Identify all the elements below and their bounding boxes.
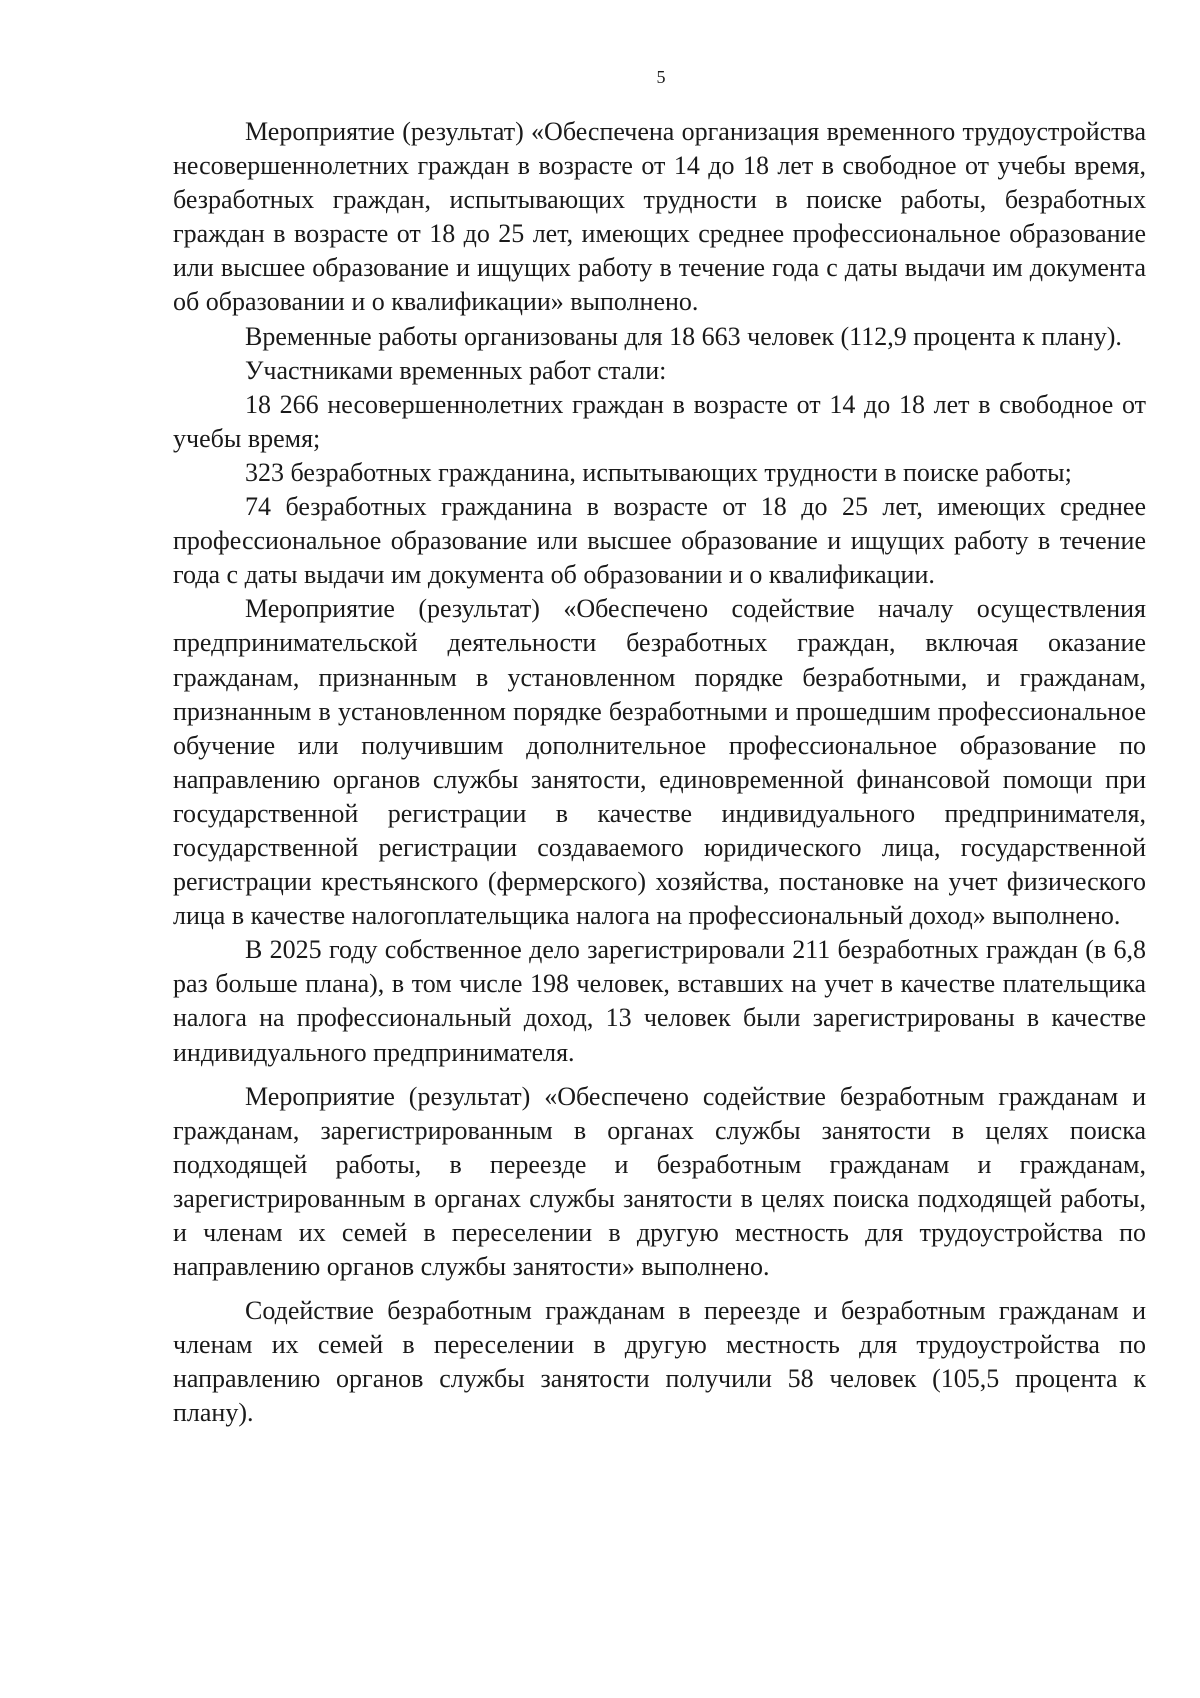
paragraph-temporary-employment-event: Мероприятие (результат) «Обеспечена организация временного трудоустройства несовершеннолетних граждан в возрасте от 14 до 18 лет в свободное от учебы время, безработных граждан, испытывающих трудности в поиске работы, безработных граждан в возрасте от 18 до 25 лет, имеющих среднее профессиональное образование или высшее образование и ищущих работу в течение года с даты выдачи им документа об образовании и о квалификации» выполнено. xyxy=(173,117,1146,317)
paragraph-temporary-works-total: Временные работы организованы для 18 663 человек (112,9 процента к плану). xyxy=(245,321,1122,351)
paragraph-unemployed-difficulties: 323 безработных гражданина, испытывающих трудности в поиске работы; xyxy=(245,457,1072,487)
page-number: 5 xyxy=(656,67,666,87)
paragraph-relocation-event: Мероприятие (результат) «Обеспечено содействие безработным гражданам и гражданам, зарегистрированным в органах службы занятости в целях поиска подходящей работы, в переезде и безработным гражданам и гражданам, зарегистрированным в органах службы занятости в целях поиска подходящей работы, и членам их семей в переселении в другую местность для трудоустройства по направлению органов службы занятости» выполнено. xyxy=(173,1081,1146,1282)
paragraph-participants-heading: Участниками временных работ стали: xyxy=(245,355,667,385)
document-body xyxy=(173,115,1146,1431)
paragraph-young-graduates: 74 безработных гражданина в возрасте от 18 до 25 лет, имеющих среднее профессиональное образование или высшее образование и ищущих работу в течение года с даты выдачи им документа об образовании и о квалификации. xyxy=(173,492,1146,590)
paragraph-entrepreneurship-event: Мероприятие (результат) «Обеспечено содействие началу осуществления предпринимательской деятельности безработных граждан, включая оказание гражданам, признанным в установленном порядке безработными, и гражданам, признанным в установленном порядке безработными и прошедшим профессиональное обучение или получившим дополнительное профессиональное образование по направлению органов службы занятости, единовременной финансовой помощи при государственной регистрации в качестве индивидуального предпринимателя, государственной регистрации создаваемого юридического лица, государственной регистрации крестьянского (фермерского) хозяйства, постановке на учет физического лица в качестве налогоплательщика налога на профессиональный доход» выполнено. xyxy=(173,594,1146,931)
paragraph-minors-count: 18 266 несовершеннолетних граждан в возрасте от 14 до 18 лет в свободное от учебы время; xyxy=(173,389,1146,453)
paragraph-relocation-result: Содействие безработным гражданам в переезде и безработным гражданам и членам их семей в переселении в другую местность для трудоустройства по направлению органов службы занятости получили 58 человек (105,5 процента к плану). xyxy=(173,1296,1146,1428)
paragraph-own-business-2025: В 2025 году собственное дело зарегистрировали 211 безработных граждан (в 6,8 раз больше плана), в том числе 198 человек, вставших на учет в качестве плательщика налога на профессиональный доход, 13 человек были зарегистрированы в качестве индивидуального предпринимателя. xyxy=(173,935,1146,1067)
